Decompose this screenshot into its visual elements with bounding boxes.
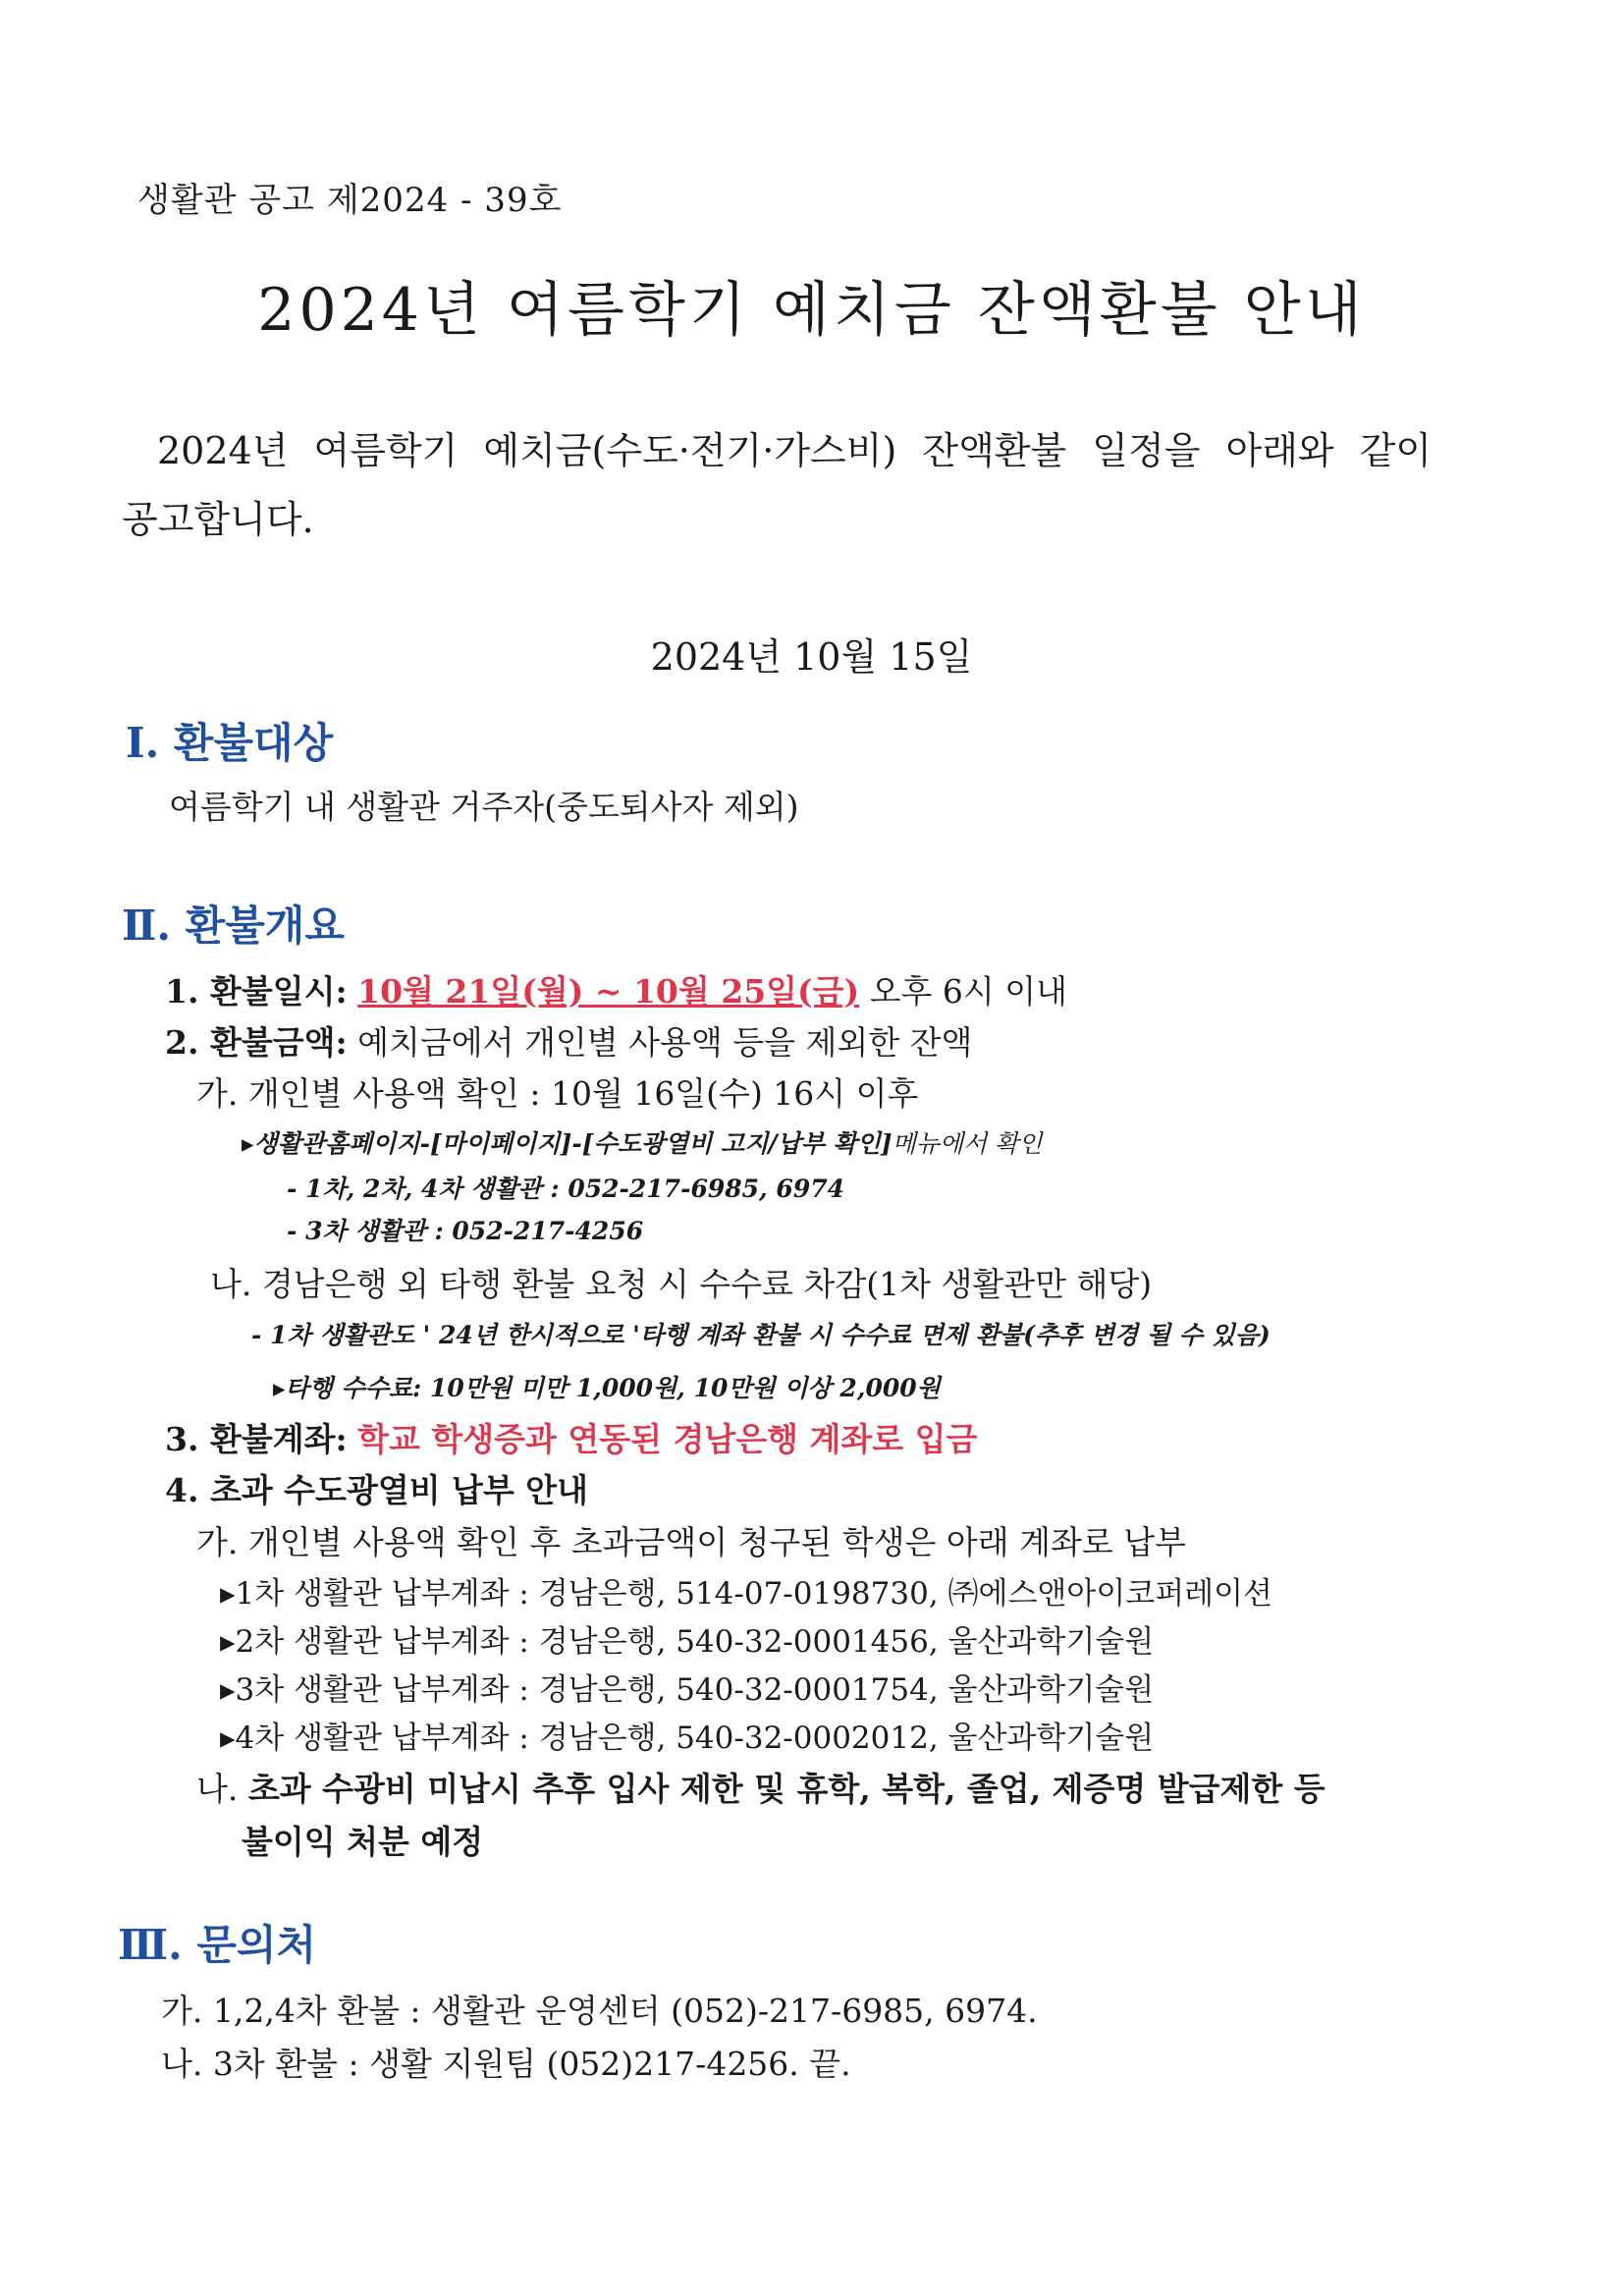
excess-payment-line: 가. 개인별 사용액 확인 후 초과금액이 청구된 학생은 아래 계좌로 납부 <box>196 1523 1186 1561</box>
notice-date: 2024년 10월 15일 <box>650 635 973 679</box>
intro-line-2: 공고합니다. <box>122 498 314 541</box>
section-3-heading: Ⅲ. 문의처 <box>118 1921 317 1969</box>
refund-date-highlight: 10월 21일(월) ~ 10월 25일(금) <box>357 972 860 1011</box>
unpaid-penalty-text: 초과 수광비 미납시 추후 입사 제한 및 휴학, 복학, 졸업, 제증명 발급제한 등 <box>247 1770 1325 1808</box>
menu-path-rest: 메뉴에서 확인 <box>892 1129 1043 1158</box>
account-list-item: ▸4차 생활관 납부계좌 : 경남은행, 540-32-0002012, 울산과학기술원 <box>220 1721 1155 1756</box>
refund-amount-label: 2. 환불금액: <box>165 1023 348 1062</box>
refund-amount-item <box>165 1017 972 1064</box>
refund-date-label: 1. 환불일시: <box>165 972 348 1011</box>
phone-line-2: - 3차 생활관 : 052-217-4256 <box>287 1217 644 1245</box>
unpaid-penalty-label: 나. <box>196 1770 239 1808</box>
excess-payment-heading: 4. 초과 수도광열비 납부 안내 <box>165 1471 589 1509</box>
usage-check-line: 가. 개인별 사용액 확인 : 10월 16일(수) 16시 이후 <box>196 1074 919 1113</box>
contact-line-2: 나. 3차 환불 : 생활 지원팀 (052)217-4256. 끝. <box>161 2045 851 2083</box>
menu-path-line <box>242 1124 1042 1160</box>
section-2-heading: Ⅱ. 환불개요 <box>122 902 345 950</box>
fee-waiver-note: - 1차 생활관도 ' 24년 한시적으로 '타행 계좌 환불 시 수수료 면제 환불(추후 변경 될 수 있음) <box>251 1321 1271 1349</box>
account-list-item: ▸3차 생활관 납부계좌 : 경남은행, 540-32-0001754, 울산과학기술원 <box>220 1672 1155 1708</box>
section-1-body: 여름학기 내 생활관 거주자(중도퇴사자 제외) <box>169 788 799 826</box>
intro-line-1: 2024년 여름학기 예치금(수도·전기·가스비) 잔액환불 일정을 아래와 같이 <box>157 429 1433 472</box>
fee-deduction-line: 나. 경남은행 외 타행 환불 요청 시 수수료 차감(1차 생활관만 해당) <box>210 1265 1153 1303</box>
refund-account-item <box>165 1414 977 1460</box>
refund-amount-rest: 예치금에서 개인별 사용액 등을 제외한 잔액 <box>357 1023 973 1062</box>
account-list-item: ▸1차 생활관 납부계좌 : 경남은행, 514-07-0198730, ㈜에스앤아이코퍼레이션 <box>220 1576 1272 1612</box>
fee-amount-line: ▸타행 수수료: 10만원 미만 1,000원, 10만원 이상 2,000원 <box>273 1374 941 1402</box>
account-list-item: ▸2차 생활관 납부계좌 : 경남은행, 540-32-0001456, 울산과학기술원 <box>220 1624 1155 1660</box>
section-1-heading: Ⅰ. 환불대상 <box>126 719 334 767</box>
refund-date-rest: 오후 6시 이내 <box>869 972 1068 1011</box>
contact-line-1: 가. 1,2,4차 환불 : 생활관 운영센터 (052)-217-6985, 6974. <box>161 1992 1038 2030</box>
phone-line-1: - 1차, 2차, 4차 생활관 : 052-217-6985, 6974 <box>287 1175 845 1203</box>
unpaid-penalty-line-2: 불이익 처분 예정 <box>242 1823 484 1861</box>
refund-account-highlight: 학교 학생증과 연동된 경남은행 계좌로 입금 <box>357 1420 978 1458</box>
refund-account-label: 3. 환불계좌: <box>165 1420 348 1458</box>
menu-path: ▸생활관홈페이지-[마이페이지]-[수도광열비 고지/납부 확인] <box>242 1129 893 1158</box>
unpaid-penalty-line-1 <box>196 1764 1325 1810</box>
notice-number: 생활관 공고 제2024 - 39호 <box>137 181 563 220</box>
page-title: 2024년 여름학기 예치금 잔액환불 안내 <box>257 276 1366 345</box>
refund-date-item <box>165 966 1067 1012</box>
